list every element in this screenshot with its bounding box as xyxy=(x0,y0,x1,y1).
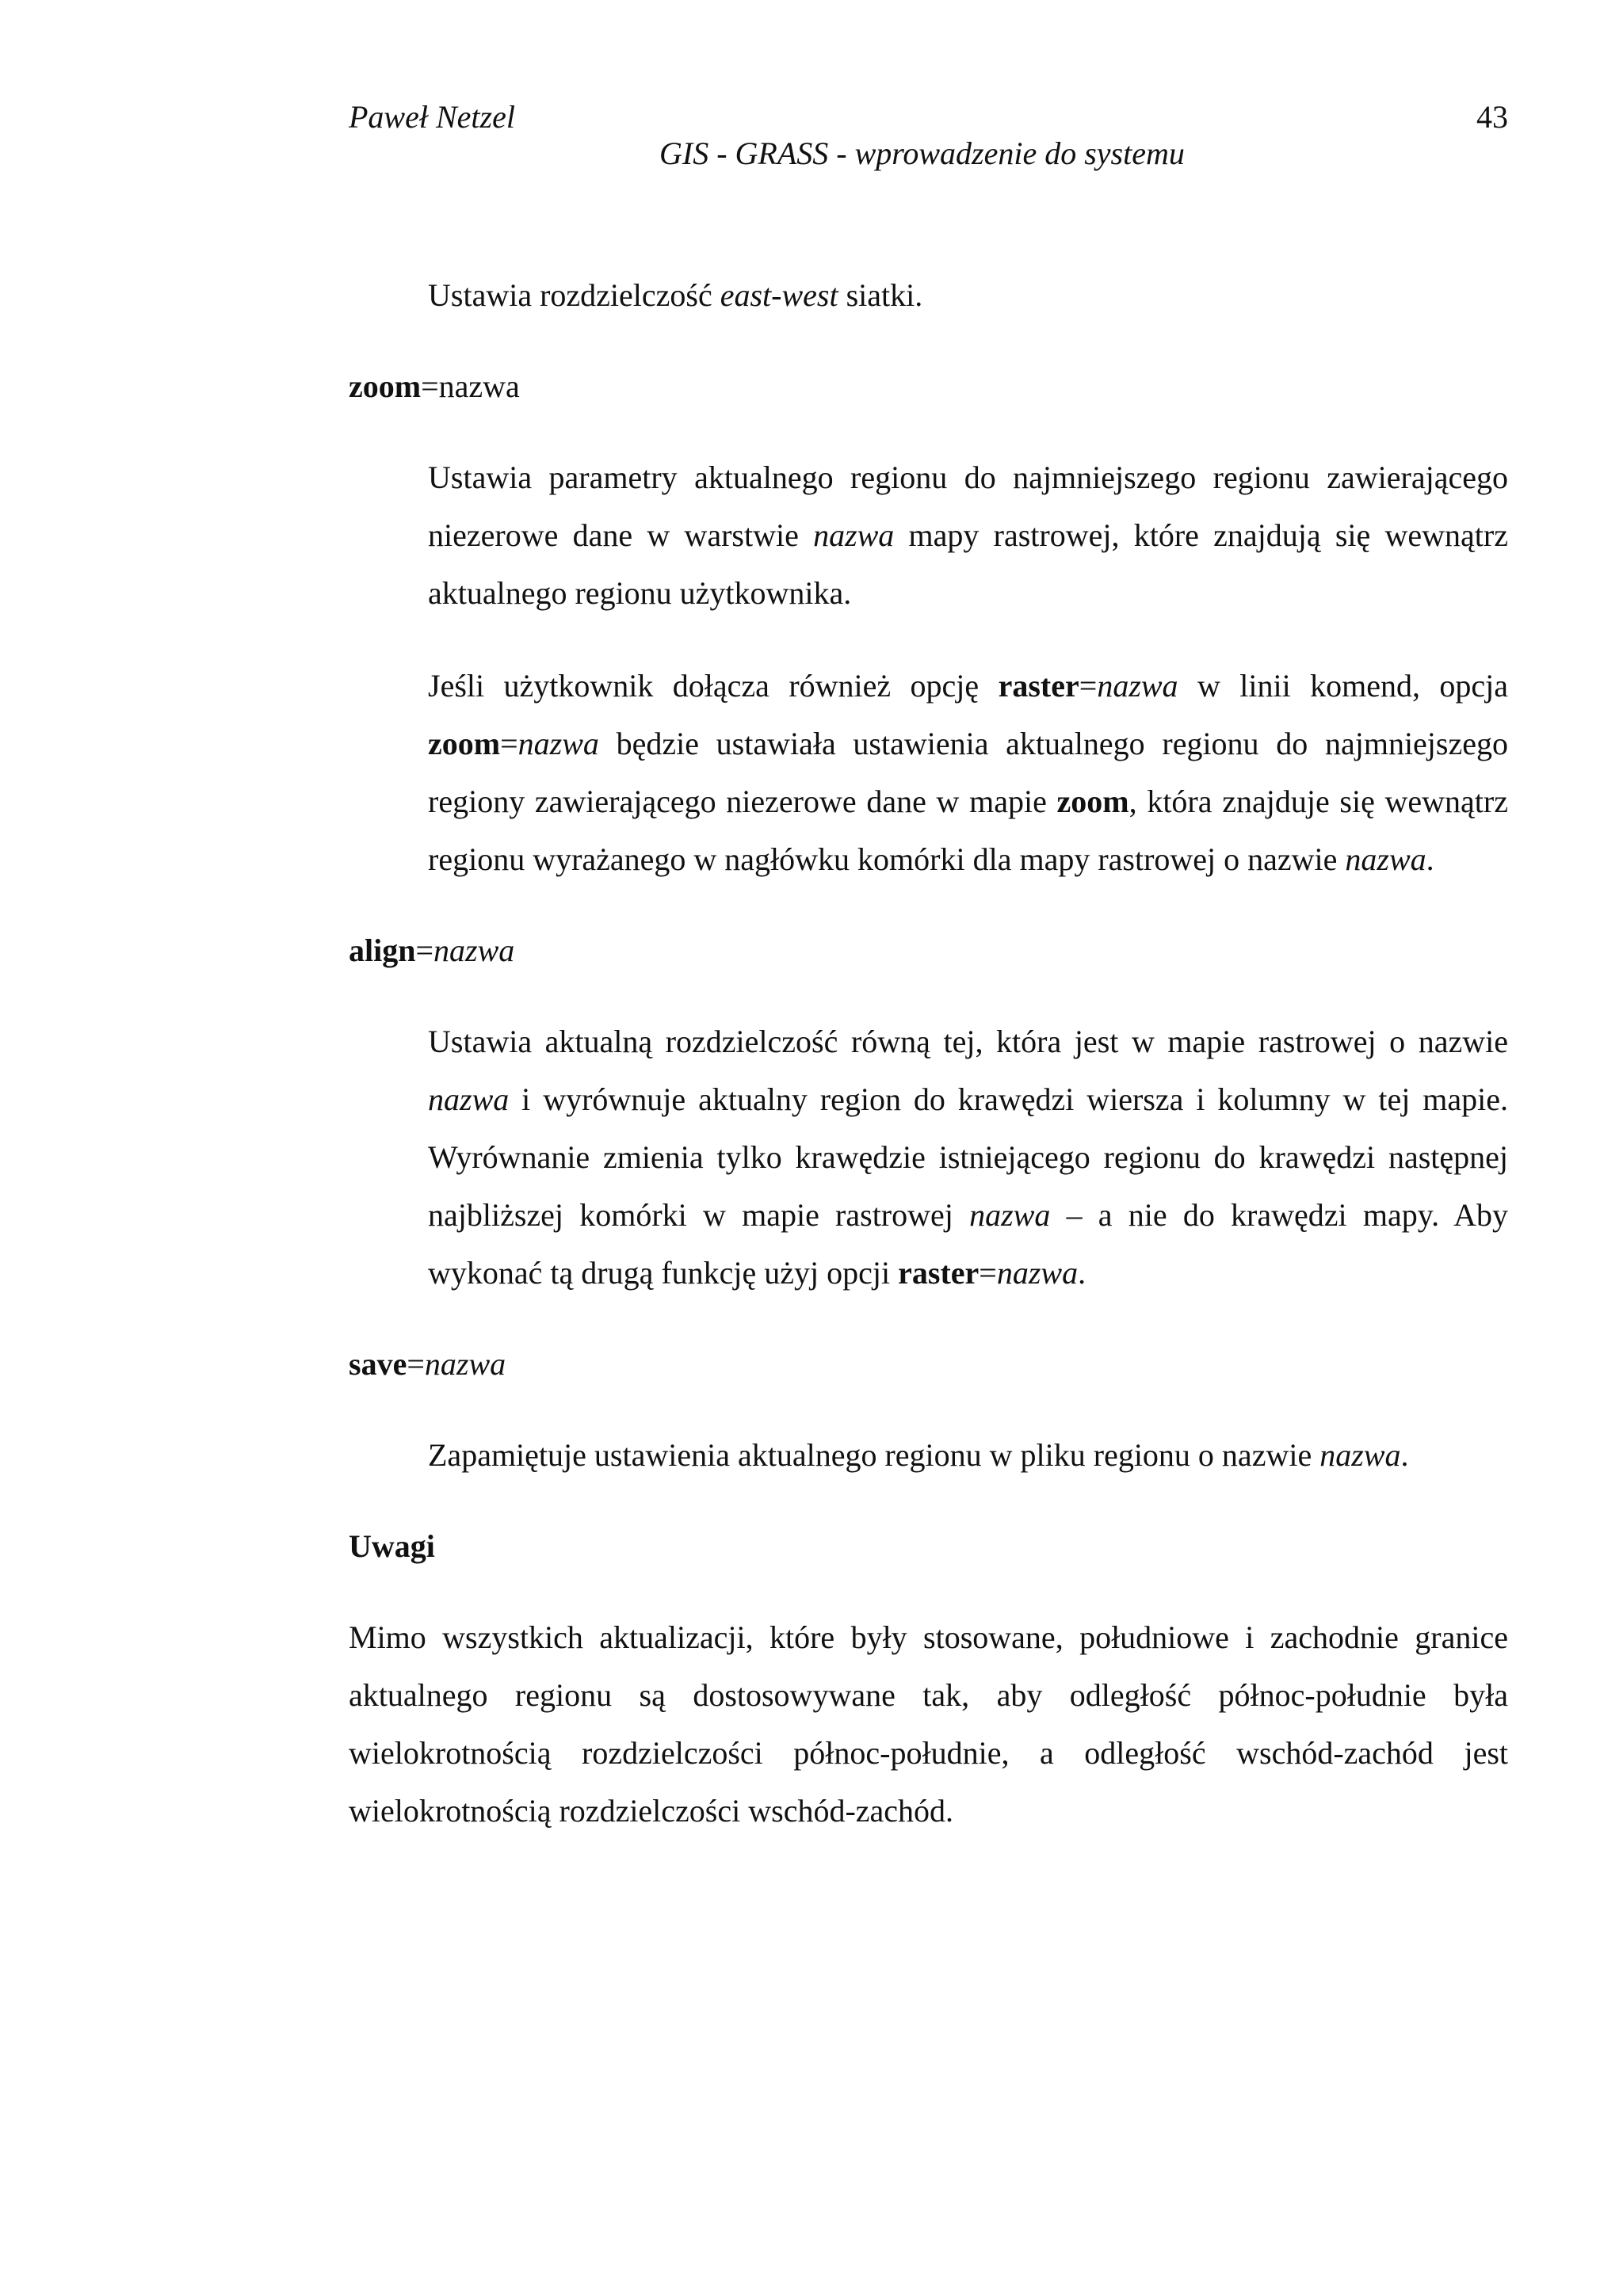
page-number: 43 xyxy=(1476,99,1508,135)
param-key: align xyxy=(349,933,416,968)
param-eq: = xyxy=(415,933,434,968)
text-run: , która znajduje się wewnątrz regionu wyrażanego w nagłówku komórki dla mapy rastrowej o nazwie xyxy=(428,784,1508,877)
text-run: będzie ustawiała ustawienia aktualnego regionu do najmniejszego regiony zawierającego niezerowe dane w mapie xyxy=(428,726,1508,819)
text-run: . xyxy=(1078,1255,1086,1291)
text-run: Ustawia parametry aktualnego regionu do najmniejszego regionu zawierającego niezerowe dane w warstwie xyxy=(428,460,1508,553)
bold-term: raster xyxy=(898,1255,980,1291)
page-content xyxy=(349,266,1508,1840)
bold-term: raster xyxy=(998,668,1079,704)
italic-term: nazwa xyxy=(1097,668,1178,704)
text-run: Ustawia aktualną rozdzielczość równą tej, która jest w mapie rastrowej o nazwie xyxy=(428,1024,1508,1059)
param-key: zoom xyxy=(349,368,422,404)
param-eq: = xyxy=(407,1346,425,1382)
param-zoom xyxy=(349,357,1508,415)
save-description xyxy=(428,1426,1508,1484)
param-save xyxy=(349,1335,1508,1393)
text-run: – a nie do krawędzi mapy. Aby wykonać tą drugą funkcję użyj opcji xyxy=(428,1197,1509,1291)
text-run: = xyxy=(979,1255,997,1291)
italic-term: nazwa xyxy=(1319,1437,1401,1473)
text-run: = xyxy=(500,726,518,761)
header-author: Paweł Netzel xyxy=(349,99,515,135)
italic-term: nazwa xyxy=(517,726,599,761)
text-run: Ustawia rozdzielczość xyxy=(428,277,720,313)
italic-term: nazwa xyxy=(1345,841,1426,877)
text-run: . xyxy=(1400,1437,1409,1473)
header-title: GIS - GRASS - wprowadzenie do systemu xyxy=(659,135,1185,171)
italic-term: nazwa xyxy=(969,1197,1051,1233)
notes-heading: Uwagi xyxy=(349,1528,435,1564)
text-run: = xyxy=(1079,668,1098,704)
italic-term: nazwa xyxy=(996,1255,1079,1291)
param-value: nazwa xyxy=(424,1346,506,1382)
text-run: Zapamiętuje ustawienia aktualnego regionu w pliku regionu o nazwie xyxy=(428,1437,1320,1473)
bold-term: zoom xyxy=(1056,784,1129,819)
text-run: Jeśli użytkownik dołącza również opcję xyxy=(428,668,999,704)
italic-term: nazwa xyxy=(813,517,895,553)
param-align xyxy=(349,921,1508,979)
param-key: save xyxy=(349,1346,407,1382)
text-run: siatki. xyxy=(838,277,923,313)
zoom-description-1 xyxy=(428,448,1508,622)
bold-term: zoom xyxy=(428,726,501,761)
notes-paragraph: Mimo wszystkich aktualizacji, które były stosowane, południowe i zachodnie granice aktualnego regionu są dostosowywane tak, aby odległość północ-południe była wielokrotnością rozdzielczości północ-południe, a odległość wschód-zachód jest wielokrotnością rozdzielczości wschód-zachód. xyxy=(349,1619,1508,1829)
zoom-description-2 xyxy=(428,657,1508,888)
italic-term: east-west xyxy=(720,277,838,313)
param-value: nazwa xyxy=(433,933,515,968)
param-value: =nazwa xyxy=(421,368,520,404)
text-run: mapy rastrowej, które znajdują się wewnątrz aktualnego regionu użytkownika. xyxy=(428,517,1508,611)
text-run: . xyxy=(1426,841,1434,877)
text-run: w linii komend, opcja xyxy=(1178,668,1509,704)
ewres-description xyxy=(428,266,1508,324)
align-description xyxy=(428,1013,1508,1302)
italic-term: nazwa xyxy=(428,1081,510,1117)
text-run: i wyrównuje aktualny region do krawędzi wiersza i kolumny w tej mapie. Wyrównanie zmienia tylko krawędzie istniejącego regionu do krawędzi następnej najbliższej komórki w mapie rastrowej xyxy=(428,1081,1508,1233)
